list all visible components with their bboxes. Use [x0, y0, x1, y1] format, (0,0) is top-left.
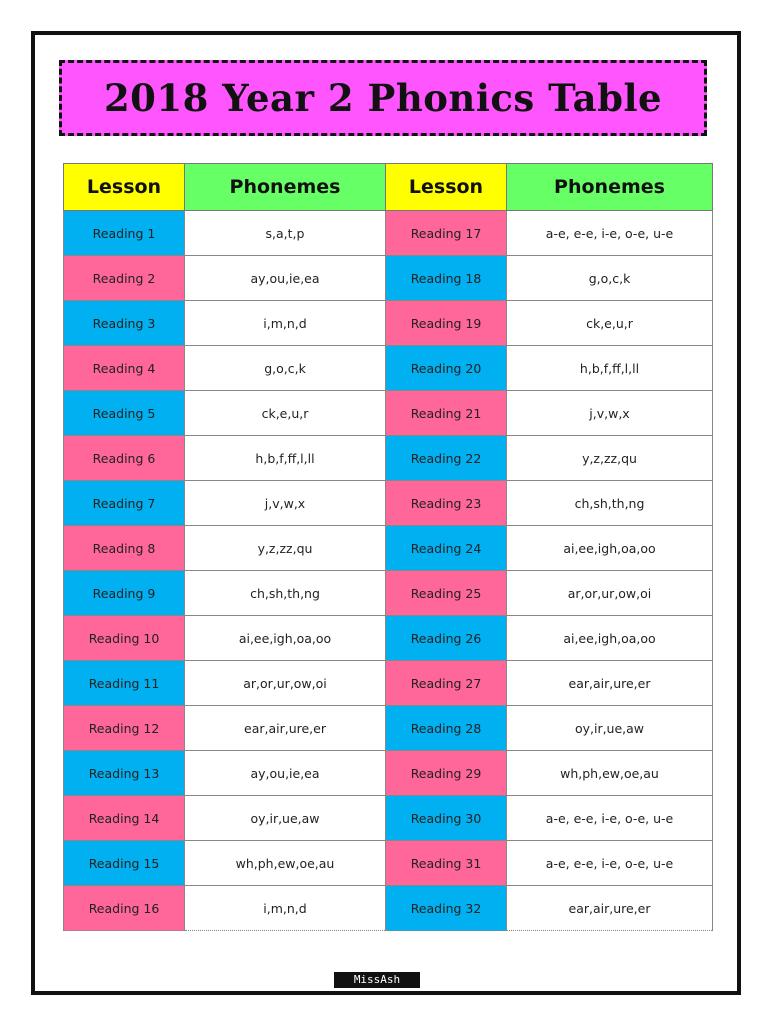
- lesson-cell: Reading 24: [386, 526, 507, 571]
- table-row: [64, 436, 713, 481]
- phonemes-cell: ay,ou,ie,ea: [185, 256, 386, 301]
- table-row: [64, 616, 713, 661]
- phonemes-cell: oy,ir,ue,aw: [507, 706, 713, 751]
- phonemes-cell: oy,ir,ue,aw: [185, 796, 386, 841]
- author-badge: MissAsh: [334, 972, 420, 988]
- phonemes-cell: a-e, e-e, i-e, o-e, u-e: [507, 211, 713, 256]
- lesson-cell: Reading 1: [64, 211, 185, 256]
- page-title: 2018 Year 2 Phonics Table: [103, 76, 663, 120]
- lesson-cell: Reading 17: [386, 211, 507, 256]
- phonemes-cell: g,o,c,k: [185, 346, 386, 391]
- lesson-cell: Reading 21: [386, 391, 507, 436]
- table-row: [64, 526, 713, 571]
- lesson-cell: Reading 11: [64, 661, 185, 706]
- table-row: [64, 391, 713, 436]
- lesson-cell: Reading 19: [386, 301, 507, 346]
- phonemes-cell: a-e, e-e, i-e, o-e, u-e: [507, 796, 713, 841]
- table-row: [64, 211, 713, 256]
- lesson-cell: Reading 13: [64, 751, 185, 796]
- lesson-cell: Reading 7: [64, 481, 185, 526]
- table-row: [64, 256, 713, 301]
- lesson-cell: Reading 16: [64, 886, 185, 931]
- phonemes-cell: ai,ee,igh,oa,oo: [507, 526, 713, 571]
- lesson-cell: Reading 30: [386, 796, 507, 841]
- table-row: [64, 301, 713, 346]
- phonemes-cell: s,a,t,p: [185, 211, 386, 256]
- phonemes-cell: ck,e,u,r: [185, 391, 386, 436]
- title-banner: [59, 60, 707, 136]
- lesson-cell: Reading 28: [386, 706, 507, 751]
- header-phonemes-right: Phonemes: [507, 164, 713, 211]
- lesson-cell: Reading 4: [64, 346, 185, 391]
- phonemes-cell: ear,air,ure,er: [185, 706, 386, 751]
- phonemes-cell: h,b,f,ff,l,ll: [507, 346, 713, 391]
- phonemes-cell: y,z,zz,qu: [507, 436, 713, 481]
- header-lesson-right: Lesson: [386, 164, 507, 211]
- phonemes-cell: ear,air,ure,er: [507, 886, 713, 931]
- lesson-cell: Reading 20: [386, 346, 507, 391]
- lesson-cell: Reading 9: [64, 571, 185, 616]
- lesson-cell: Reading 14: [64, 796, 185, 841]
- header-phonemes-left: Phonemes: [185, 164, 386, 211]
- phonemes-cell: h,b,f,ff,l,ll: [185, 436, 386, 481]
- lesson-cell: Reading 18: [386, 256, 507, 301]
- table-row: [64, 841, 713, 886]
- phonemes-cell: ck,e,u,r: [507, 301, 713, 346]
- phonemes-cell: ai,ee,igh,oa,oo: [185, 616, 386, 661]
- lesson-cell: Reading 23: [386, 481, 507, 526]
- lesson-cell: Reading 22: [386, 436, 507, 481]
- lesson-cell: Reading 25: [386, 571, 507, 616]
- phonemes-cell: a-e, e-e, i-e, o-e, u-e: [507, 841, 713, 886]
- header-row: [64, 164, 713, 211]
- table-row: [64, 481, 713, 526]
- lesson-cell: Reading 32: [386, 886, 507, 931]
- phonemes-cell: ai,ee,igh,oa,oo: [507, 616, 713, 661]
- phonemes-cell: g,o,c,k: [507, 256, 713, 301]
- phonemes-cell: y,z,zz,qu: [185, 526, 386, 571]
- lesson-cell: Reading 12: [64, 706, 185, 751]
- lesson-cell: Reading 3: [64, 301, 185, 346]
- header-lesson-left: Lesson: [64, 164, 185, 211]
- phonics-table: [63, 163, 713, 931]
- phonemes-cell: j,v,w,x: [507, 391, 713, 436]
- lesson-cell: Reading 31: [386, 841, 507, 886]
- table-row: [64, 661, 713, 706]
- phonemes-cell: ch,sh,th,ng: [185, 571, 386, 616]
- lesson-cell: Reading 15: [64, 841, 185, 886]
- phonemes-cell: ay,ou,ie,ea: [185, 751, 386, 796]
- lesson-cell: Reading 27: [386, 661, 507, 706]
- table-row: [64, 751, 713, 796]
- phonemes-cell: i,m,n,d: [185, 886, 386, 931]
- phonemes-cell: wh,ph,ew,oe,au: [507, 751, 713, 796]
- phonemes-cell: ear,air,ure,er: [507, 661, 713, 706]
- table-row: [64, 886, 713, 931]
- lesson-cell: Reading 2: [64, 256, 185, 301]
- phonemes-cell: i,m,n,d: [185, 301, 386, 346]
- lesson-cell: Reading 10: [64, 616, 185, 661]
- phonemes-cell: ar,or,ur,ow,oi: [507, 571, 713, 616]
- table-row: [64, 706, 713, 751]
- lesson-cell: Reading 26: [386, 616, 507, 661]
- lesson-cell: Reading 6: [64, 436, 185, 481]
- table-row: [64, 796, 713, 841]
- lesson-cell: Reading 8: [64, 526, 185, 571]
- lesson-cell: Reading 5: [64, 391, 185, 436]
- table-row: [64, 571, 713, 616]
- table-row: [64, 346, 713, 391]
- lesson-cell: Reading 29: [386, 751, 507, 796]
- phonemes-cell: wh,ph,ew,oe,au: [185, 841, 386, 886]
- phonemes-cell: ar,or,ur,ow,oi: [185, 661, 386, 706]
- phonemes-cell: j,v,w,x: [185, 481, 386, 526]
- phonemes-cell: ch,sh,th,ng: [507, 481, 713, 526]
